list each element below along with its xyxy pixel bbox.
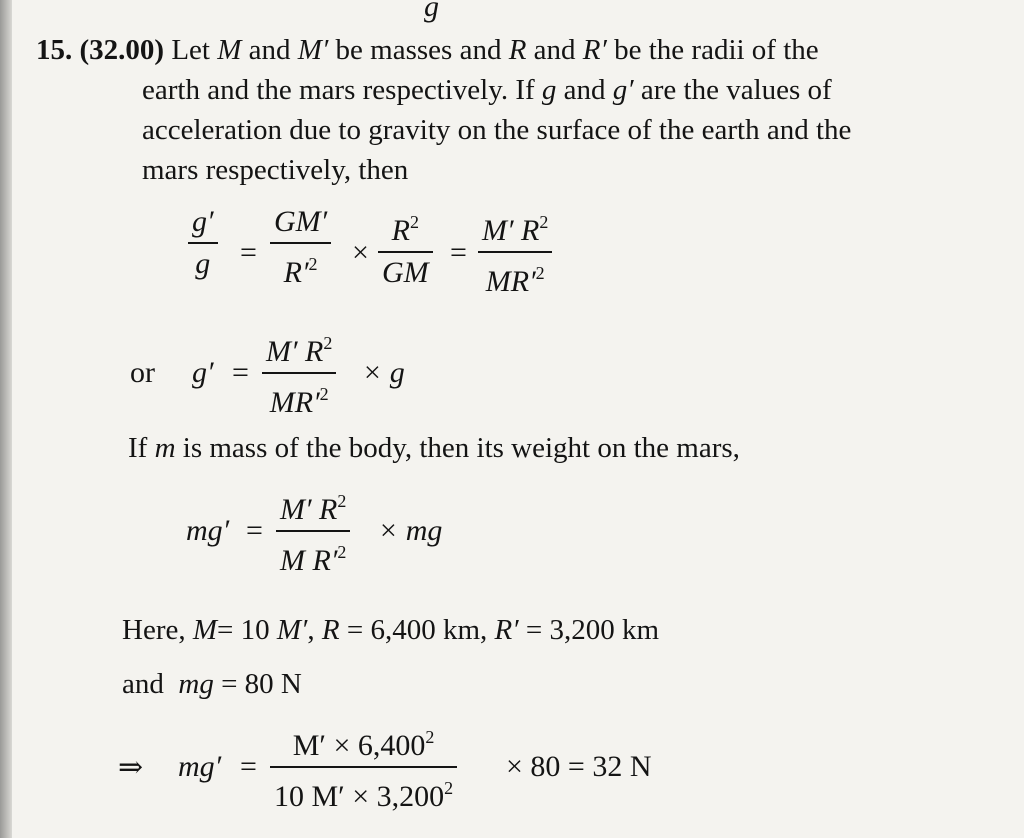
problem-line-3: acceleration due to gravity on the surface of the earth and the (142, 114, 852, 146)
problem-line-1: 15. (32.00) Let M and M′ be masses and R and R′ be the radii of the (36, 34, 819, 66)
mass-sentence: If m is mass of the body, then its weight on the mars, (128, 432, 740, 464)
problem-line-2: earth and the mars respectively. If g and g′ are the values of (142, 74, 832, 106)
eq1-fraction-4: M′ $R^2$ $MR'^2$ (478, 205, 552, 299)
eq4-fraction: $M' \times 6,400^2$ 10 $M' \times 3,200^2$ (270, 720, 457, 814)
problem-number: 15. (36, 34, 73, 66)
problem-line-4: mars respectively, then (142, 154, 409, 186)
eq3-fraction: M′ $R^2$ M $R'^2$ (276, 484, 350, 578)
eq1-fraction-1: g′ g (188, 205, 218, 281)
given-weight: and mg = 80 N (122, 668, 302, 700)
answer-value: (32.00) (79, 34, 165, 66)
eq1-fraction-3: $R^2$ GM (378, 205, 433, 290)
top-fragment: g (424, 0, 439, 23)
eq1-fraction-2: GM′ $R'^2$ (270, 205, 331, 290)
solution-page: g 15. (32.00) Let M and M′ be masses and R and R′ be the radii of the earth and the mars respectively. If g and g′ are the values of acceleration due to gravity on the surface of the earth and the mars respectively, then g′ g = GM′ $R'^2$ × $R^2$ GM = M′ $R^2$ $MR'^2$ or g′ = M′ $R^2$ $MR'^2$ × g If m is mass of the body, then its weight on the mars, mg′ = M′ $R^2$ M $R'^2$ × mg Here, M= 10 M′, R = 6,400 km, R′ = 3,200 km and mg = 80 N ⇒ mg′ = $M' \times 6,400^2$ 10 $M' \times 3,200^2$ × 80 = 32 N (0, 0, 1024, 838)
given-values: Here, M= 10 M′, R = 6,400 km, R′ = 3,200 km (122, 614, 660, 646)
eq2-fraction: M′ $R^2$ $MR'^2$ (262, 326, 336, 420)
